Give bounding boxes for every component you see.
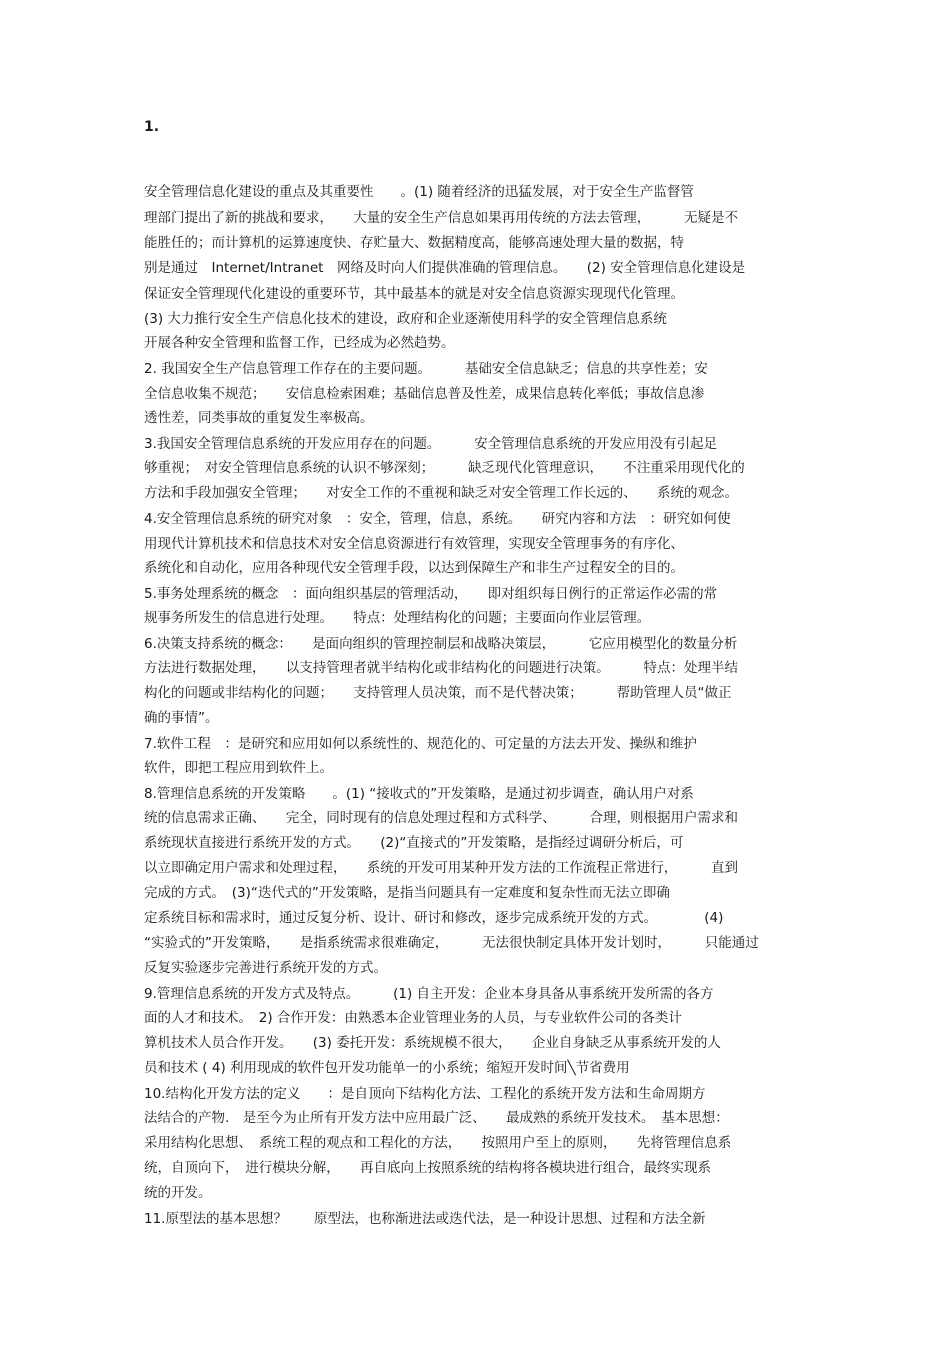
text-line: 2. 我国安全生产信息管理工作存在的主要问题。 基础安全信息缺乏；信息的共享性差；安	[144, 361, 708, 377]
text-line: “实验式的”开发策略， 是指系统需求很难确定， 无法很快制定具体开发计划时， 只能通过	[144, 935, 759, 951]
text-line: 够重视； 对安全管理信息系统的认识不够深刻； 缺乏现代化管理意识， 不注重采用现代化的	[144, 460, 745, 476]
text-line: 安全管理信息化建设的重点及其重要性 。(1) 随着经济的迅猛发展，对于安全生产监督管	[144, 184, 694, 200]
text-line: 3.我国安全管理信息系统的开发应用存在的问题。 安全管理信息系统的开发应用没有引起足	[144, 436, 718, 452]
text-line: 别是通过 Internet/Intranet 网络及时向人们提供准确的管理信息。 (2) 安全管理信息化建设是	[144, 260, 746, 276]
text-line: 确的事情”。	[144, 710, 219, 726]
text-line: 定系统目标和需求时，通过反复分析、设计、研讨和修改，逐步完成系统开发的方式。 (4)	[144, 910, 724, 926]
text-line: 统的开发。	[144, 1185, 212, 1201]
text-line: 保证安全管理现代化建设的重要环节，其中最基本的就是对安全信息资源实现现代化管理。	[144, 286, 684, 302]
text-line: 系统化和自动化，应用各种现代安全管理手段，以达到保障生产和非生产过程安全的目的。	[144, 560, 684, 576]
text-line: 4.安全管理信息系统的研究对象 ：安全，管理，信息，系统。 研究内容和方法 ：研究如何使	[144, 511, 731, 527]
text-line: 构化的问题或非结构化的问题； 支持管理人员决策，而不是代替决策； 帮助管理人员“做正	[144, 685, 732, 701]
text-line: 9.管理信息系统的开发方式及特点。 (1) 自主开发：企业本身具备从事系统开发所需的各方	[144, 986, 714, 1002]
text-line: 用现代计算机技术和信息技术对安全信息资源进行有效管理，实现安全管理事务的有序化、	[144, 536, 684, 552]
text-line: 法结合的产物. 是至今为止所有开发方法中应用最广泛、 最成熟的系统开发技术。 基本思想：	[144, 1110, 729, 1126]
text-line: 采用结构化思想、 系统工程的观点和工程化的方法， 按照用户至上的原则， 先将管理信息系	[144, 1135, 732, 1151]
text-line: 理部门提出了新的挑战和要求， 大量的安全生产信息如果再用传统的方法去管理， 无疑是不	[144, 210, 738, 226]
text-line: 透性差，同类事故的重复发生率极高。	[144, 410, 374, 426]
text-line: 完成的方式。 (3)“迭代式的”开发策略，是指当问题具有一定难度和复杂性而无法立即确	[144, 885, 670, 901]
text-line: 系统现状直接进行系统开发的方式。 (2)“直接式的”开发策略，是指经过调研分析后，可	[144, 835, 684, 851]
text-line: 以立即确定用户需求和处理过程， 系统的开发可用某种开发方法的工作流程正常进行， 直到	[144, 860, 738, 876]
text-line: 10.结构化开发方法的定义 ：是自顶向下结构化方法、工程化的系统开发方法和生命周期方	[144, 1086, 706, 1102]
text-line: 8.管理信息系统的开发策略 。(1) “接收式的”开发策略，是通过初步调查，确认用户对系	[144, 786, 694, 802]
text-line: 算机技术人员合作开发。 (3) 委托开发：系统规模不很大， 企业自身缺乏从事系统开发的人	[144, 1035, 721, 1051]
text-line: 规事务所发生的信息进行处理。 特点：处理结构化的问题；主要面向作业层管理。	[144, 610, 651, 626]
text-line: 统的信息需求正确、 完全，同时现有的信息处理过程和方式科学、 合理，则根据用户需求和	[144, 810, 738, 826]
text-line: 软件，即把工程应用到软件上。	[144, 760, 333, 776]
text-line: 6.决策支持系统的概念： 是面向组织的管理控制层和战略决策层， 它应用模型化的数量分析	[144, 636, 738, 652]
text-line: 反复实验逐步完善进行系统开发的方式。	[144, 960, 387, 976]
text-line: 能胜任的；而计算机的运算速度快、存贮量大、数据精度高，能够高速处理大量的数据，特	[144, 235, 684, 251]
text-line: 统，自顶向下， 进行模块分解， 再自底向上按照系统的结构将各模块进行组合，最终实现系	[144, 1160, 711, 1176]
text-line: 员和技术 ( 4) 利用现成的软件包开发功能单一的小系统；缩短开发时间╲节省费用	[144, 1060, 630, 1076]
text-line: 7.软件工程 ：是研究和应用如何以系统性的、规范化的、可定量的方法去开发、操纵和维护	[144, 736, 697, 752]
text-line: 面的人才和技术。 2) 合作开发：由熟悉本企业管理业务的人员，与专业软件公司的各类计	[144, 1010, 682, 1026]
text-line: 全信息收集不规范； 安信息检索困难；基础信息普及性差，成果信息转化率低；事故信息渗	[144, 386, 705, 402]
text-line: 开展各种安全管理和监督工作，已经成为必然趋势。	[144, 335, 455, 351]
text-line: 5.事务处理系统的概念 ：面向组织基层的管理活动， 即对组织每日例行的正常运作必需的常	[144, 586, 718, 602]
text-line: 11.原型法的基本思想？ 原型法，也称渐进法或迭代法，是一种设计思想、过程和方法全新	[144, 1211, 706, 1227]
text-line: 方法和手段加强安全管理； 对安全工作的不重视和缺乏对安全管理工作长远的、 系统的观念。	[144, 485, 738, 501]
text-line: 方法进行数据处理， 以支持管理者就半结构化或非结构化的问题进行决策。 特点：处理半结	[144, 660, 738, 676]
page-heading: 1.	[144, 119, 160, 135]
text-line: (3) 大力推行安全生产信息化技术的建设，政府和企业逐渐使用科学的安全管理信息系统	[144, 311, 667, 327]
